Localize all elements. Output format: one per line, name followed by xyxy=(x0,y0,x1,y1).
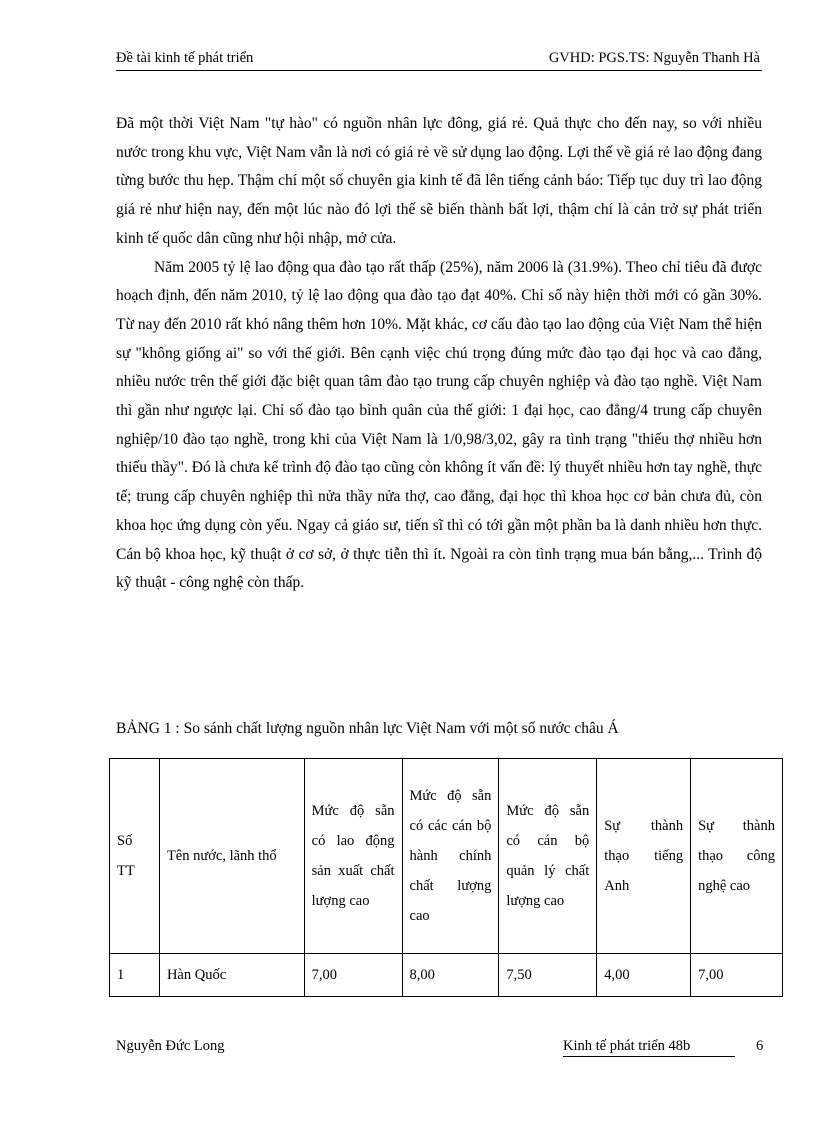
footer-class: Kinh tế phát triển 48b xyxy=(563,1038,735,1057)
paragraph-2: Năm 2005 tỷ lệ lao động qua đào tạo rất thấp (25%), năm 2006 là (31.9%). Theo chỉ tiêu đã được hoạch định, đến năm 2010, tỷ lệ lao động qua đào tạo đạt 40%. Chỉ số này hiện thời mới có gần 30%. Từ nay đến 2010 rất khó nâng thêm hơn 10%. Mặt khác, cơ cấu đào tạo lao động của Việt Nam thể hiện sự "không giống ai" so với thế giới. Bên cạnh việc chú trọng đúng mức đào tạo đại học và cao đẳng, nhiều nước trên thế giới đặc biệt quan tâm đào tạo trung cấp chuyên nghiệp và đào tạo nghề. Việt Nam thì gần như ngược lại. Chỉ số đào tạo bình quân của thế giới: 1 đại học, cao đẳng/4 trung cấp chuyên nghiệp/10 đào tạo nghề, trong khi của Việt Nam là 1/0,98/3,02, gây ra tình trạng "thiếu thợ nhiều hơn thiếu thầy". Đó là chưa kể trình độ đào tạo cũng còn không ít vấn đề: lý thuyết nhiều hơn tay nghề, thực tế; trung cấp chuyên nghiệp thì nửa thầy nửa thợ, cao đẳng, đại học thì khoa học cơ bản chưa đủ, còn khoa học ứng dụng còn yếu. Ngay cả giáo sư, tiến sĩ thì có tới gần một phần ba là danh nhiều hơn thực. Cán bộ khoa học, kỹ thuật ở cơ sở, ở thực tiễn thì ít. Ngoài ra còn tình trạng mua bán bằng,... Trình độ kỹ thuật - công nghệ còn thấp. xyxy=(116,258,762,592)
table-cell: 7,50 xyxy=(499,954,597,997)
header-supervisor: GVHD: PGS.TS: Nguyễn Thanh Hà xyxy=(548,50,760,66)
comparison-table xyxy=(109,758,783,997)
header-cell: Mức độ sẵn có cán bộ quản lý chất lượng cao xyxy=(499,759,597,954)
table-header-row xyxy=(110,759,783,954)
table-row xyxy=(110,954,783,997)
page-header xyxy=(116,50,762,71)
header-topic: Đề tài kinh tế phát triển xyxy=(116,50,254,66)
table-cell: Hàn Quốc xyxy=(159,954,304,997)
table-cell: 7,00 xyxy=(304,954,402,997)
body-text xyxy=(116,110,762,598)
table-cell: 7,00 xyxy=(691,954,783,997)
table-cell: 1 xyxy=(110,954,160,997)
table-caption: BẢNG 1 : So sánh chất lượng nguồn nhân lực Việt Nam với một số nước châu Á xyxy=(116,720,619,737)
header-cell: Sự thành thạo công nghệ cao xyxy=(691,759,783,954)
header-cell: Tên nước, lãnh thổ xyxy=(159,759,304,954)
page-number: 6 xyxy=(756,1038,764,1054)
header-cell: Sự thành thạo tiếng Anh xyxy=(597,759,691,954)
table-cell: 8,00 xyxy=(402,954,499,997)
header-cell: Mức độ sẵn có các cán bộ hành chính chất lượng cao xyxy=(402,759,499,954)
table-cell: 4,00 xyxy=(597,954,691,997)
header-cell: Số TT xyxy=(110,759,160,954)
paragraph-1: Đã một thời Việt Nam "tự hào" có nguồn nhân lực đông, giá rẻ. Quả thực cho đến nay, so với nhiều nước trong khu vực, Việt Nam vẫn là nơi có giá rẻ về sử dụng lao động. Lợi thế về giá rẻ lao động đang từng bước thu hẹp. Thậm chí một số chuyên gia kinh tế đã lên tiếng cảnh báo: Tiếp tục duy trì lao động giá rẻ như hiện nay, đến một lúc nào đó lợi thế sẽ biến thành bất lợi, thậm chí là cản trở sự phát triển kinh tế quốc dân cũng như hội nhập, mở cửa. xyxy=(116,115,762,247)
header-cell: Mức độ sẵn có lao động sản xuất chất lượng cao xyxy=(304,759,402,954)
footer-author: Nguyễn Đức Long xyxy=(116,1038,225,1054)
